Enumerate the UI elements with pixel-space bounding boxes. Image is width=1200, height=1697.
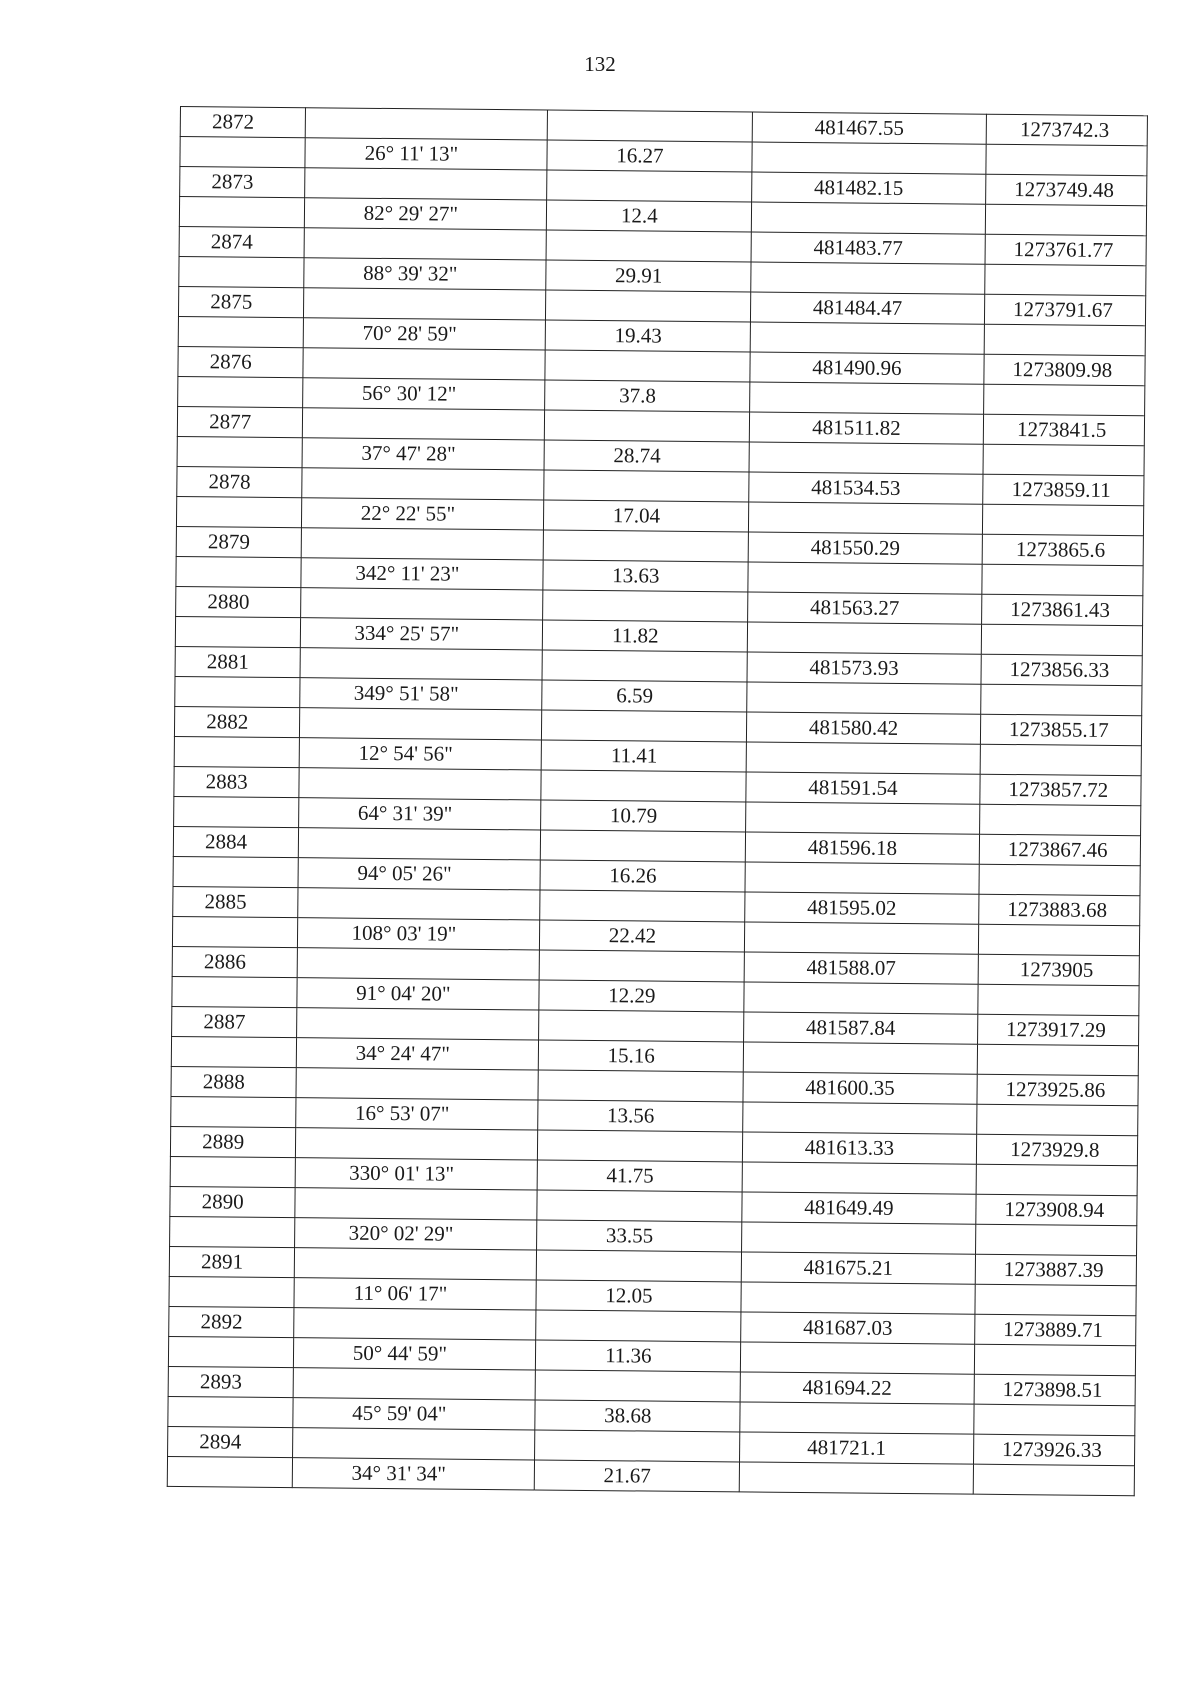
y-coordinate-cell: 1273865.6 xyxy=(982,534,1144,566)
bearing-cell xyxy=(293,1428,535,1460)
bearing-cell: 330° 01' 13" xyxy=(295,1158,537,1190)
x-coordinate-cell: 481595.02 xyxy=(745,892,979,924)
bearing-cell xyxy=(302,468,544,500)
y-coordinate-cell: 1273809.98 xyxy=(983,354,1145,386)
y-coordinate-cell xyxy=(978,924,1140,956)
point-number-cell: 2885 xyxy=(173,886,299,917)
x-coordinate-cell xyxy=(748,562,982,594)
x-coordinate-cell xyxy=(741,1282,975,1314)
point-number-cell xyxy=(168,1396,294,1427)
x-coordinate-cell xyxy=(744,1042,978,1074)
x-coordinate-cell xyxy=(749,502,983,534)
distance-cell: 37.8 xyxy=(545,380,750,412)
x-coordinate-cell xyxy=(745,862,979,894)
bearing-cell xyxy=(304,228,546,260)
x-coordinate-cell: 481563.27 xyxy=(748,592,982,624)
x-coordinate-cell: 481484.47 xyxy=(751,292,985,324)
bearing-cell xyxy=(296,1068,538,1100)
y-coordinate-cell xyxy=(984,264,1146,296)
distance-cell xyxy=(545,350,750,382)
x-coordinate-cell: 481600.35 xyxy=(743,1072,977,1104)
distance-cell xyxy=(546,230,751,262)
point-number-cell xyxy=(175,676,301,707)
distance-cell: 22.42 xyxy=(540,920,745,952)
point-number-cell xyxy=(169,1276,295,1307)
distance-cell: 12.05 xyxy=(536,1280,741,1312)
y-coordinate-cell: 1273749.48 xyxy=(985,174,1147,206)
x-coordinate-cell: 481591.54 xyxy=(746,772,980,804)
point-number-cell: 2881 xyxy=(175,646,301,677)
x-coordinate-cell: 481596.18 xyxy=(746,832,980,864)
bearing-cell xyxy=(296,1128,538,1160)
distance-cell xyxy=(547,170,752,202)
bearing-cell xyxy=(301,588,543,620)
x-coordinate-cell xyxy=(752,142,986,174)
bearing-cell: 34° 24' 47" xyxy=(297,1038,539,1070)
bearing-cell: 334° 25' 57" xyxy=(301,618,543,650)
distance-cell: 28.74 xyxy=(544,440,749,472)
y-coordinate-cell: 1273859.11 xyxy=(982,474,1144,506)
y-coordinate-cell: 1273908.94 xyxy=(975,1194,1137,1226)
point-number-cell: 2893 xyxy=(168,1366,294,1397)
point-number-cell: 2878 xyxy=(177,466,303,497)
bearing-cell xyxy=(300,648,542,680)
bearing-cell xyxy=(305,168,547,200)
x-coordinate-cell: 481490.96 xyxy=(750,352,984,384)
x-coordinate-cell: 481649.49 xyxy=(742,1192,976,1224)
y-coordinate-cell: 1273841.5 xyxy=(983,414,1145,446)
point-number-cell xyxy=(172,976,298,1007)
bearing-cell xyxy=(297,1008,539,1040)
x-coordinate-cell xyxy=(743,1102,977,1134)
bearing-cell: 12° 54' 56" xyxy=(300,738,542,770)
y-coordinate-cell: 1273761.77 xyxy=(985,234,1147,266)
point-number-cell: 2886 xyxy=(172,946,298,977)
bearing-cell xyxy=(303,348,545,380)
point-number-cell xyxy=(175,616,301,647)
bearing-cell xyxy=(297,948,539,980)
point-number-cell: 2879 xyxy=(176,526,302,557)
point-number-cell: 2887 xyxy=(172,1006,298,1037)
bearing-cell xyxy=(303,408,545,440)
point-number-cell xyxy=(174,796,300,827)
y-coordinate-cell xyxy=(975,1224,1137,1256)
distance-cell: 15.16 xyxy=(539,1040,744,1072)
distance-cell: 17.04 xyxy=(544,500,749,532)
x-coordinate-cell: 481721.1 xyxy=(740,1432,974,1464)
x-coordinate-cell: 481482.15 xyxy=(752,172,986,204)
distance-cell: 13.56 xyxy=(538,1100,743,1132)
point-number-cell xyxy=(173,856,299,887)
point-number-cell xyxy=(174,736,300,767)
point-number-cell xyxy=(178,316,304,347)
x-coordinate-cell: 481675.21 xyxy=(742,1252,976,1284)
y-coordinate-cell xyxy=(974,1344,1136,1376)
x-coordinate-cell xyxy=(748,622,982,654)
y-coordinate-cell xyxy=(977,1044,1139,1076)
y-coordinate-cell xyxy=(976,1164,1138,1196)
bearing-cell xyxy=(299,768,541,800)
point-number-cell xyxy=(172,916,298,947)
distance-cell: 11.82 xyxy=(543,620,748,652)
distance-cell xyxy=(543,590,748,622)
y-coordinate-cell: 1273925.86 xyxy=(977,1074,1139,1106)
x-coordinate-cell xyxy=(746,742,980,774)
y-coordinate-cell xyxy=(975,1284,1137,1316)
bearing-cell xyxy=(300,708,542,740)
y-coordinate-cell xyxy=(980,684,1142,716)
point-number-cell xyxy=(170,1156,296,1187)
point-number-cell: 2873 xyxy=(180,167,306,198)
distance-cell: 11.41 xyxy=(542,740,747,772)
point-number-cell xyxy=(180,137,306,168)
distance-cell xyxy=(535,1370,740,1402)
point-number-cell: 2876 xyxy=(178,346,304,377)
distance-cell xyxy=(539,1010,744,1042)
point-number-cell xyxy=(176,496,302,527)
x-coordinate-cell xyxy=(745,922,979,954)
distance-cell: 21.67 xyxy=(535,1460,740,1492)
x-coordinate-cell xyxy=(751,262,985,294)
y-coordinate-cell: 1273905 xyxy=(978,954,1140,986)
distance-cell xyxy=(536,1310,741,1342)
y-coordinate-cell xyxy=(979,804,1141,836)
distance-cell xyxy=(540,890,745,922)
x-coordinate-cell: 481687.03 xyxy=(741,1312,975,1344)
bearing-cell: 64° 31' 39" xyxy=(299,798,541,830)
x-coordinate-cell xyxy=(750,382,984,414)
point-number-cell: 2888 xyxy=(171,1066,297,1097)
point-number-cell: 2883 xyxy=(174,766,300,797)
distance-cell xyxy=(535,1430,740,1462)
y-coordinate-cell xyxy=(984,324,1146,356)
coordinates-table-body xyxy=(167,107,1147,1496)
x-coordinate-cell xyxy=(752,202,986,234)
point-number-cell: 2889 xyxy=(170,1126,296,1157)
point-number-cell: 2874 xyxy=(179,226,305,257)
y-coordinate-cell: 1273926.33 xyxy=(973,1434,1135,1466)
point-number-cell xyxy=(179,256,305,287)
bearing-cell: 11° 06' 17" xyxy=(294,1278,536,1310)
distance-cell: 10.79 xyxy=(541,800,746,832)
bearing-cell: 70° 28' 59" xyxy=(304,318,546,350)
point-number-cell: 2872 xyxy=(180,107,306,138)
y-coordinate-cell: 1273855.17 xyxy=(980,714,1142,746)
bearing-cell: 56° 30' 12" xyxy=(303,378,545,410)
bearing-cell: 342° 11' 23" xyxy=(301,558,543,590)
page-number: 132 xyxy=(584,52,616,76)
x-coordinate-cell: 481483.77 xyxy=(751,232,985,264)
y-coordinate-cell xyxy=(983,384,1145,416)
y-coordinate-cell xyxy=(985,204,1147,236)
y-coordinate-cell xyxy=(979,864,1141,896)
x-coordinate-cell xyxy=(744,982,978,1014)
point-number-cell xyxy=(179,197,305,228)
y-coordinate-cell: 1273856.33 xyxy=(981,654,1143,686)
x-coordinate-cell: 481694.22 xyxy=(740,1372,974,1404)
x-coordinate-cell: 481550.29 xyxy=(748,532,982,564)
bearing-cell: 82° 29' 27" xyxy=(305,198,547,230)
bearing-cell xyxy=(302,528,544,560)
y-coordinate-cell xyxy=(982,504,1144,536)
bearing-cell: 16° 53' 07" xyxy=(296,1098,538,1130)
y-coordinate-cell xyxy=(983,444,1145,476)
bearing-cell: 320° 02' 29" xyxy=(295,1218,537,1250)
distance-cell xyxy=(544,530,749,562)
point-number-cell xyxy=(171,1036,297,1067)
y-coordinate-cell xyxy=(980,744,1142,776)
distance-cell xyxy=(546,290,751,322)
y-coordinate-cell: 1273857.72 xyxy=(979,774,1141,806)
point-number-cell xyxy=(167,1456,293,1487)
point-number-cell: 2875 xyxy=(178,286,304,317)
y-coordinate-cell: 1273889.71 xyxy=(974,1314,1136,1346)
x-coordinate-cell xyxy=(750,322,984,354)
distance-cell: 12.29 xyxy=(539,980,744,1012)
bearing-cell: 50° 44' 59" xyxy=(294,1338,536,1370)
distance-cell xyxy=(538,1130,743,1162)
distance-cell xyxy=(537,1250,742,1282)
x-coordinate-cell: 481580.42 xyxy=(747,712,981,744)
distance-cell: 38.68 xyxy=(535,1400,740,1432)
distance-cell: 29.91 xyxy=(546,260,751,292)
x-coordinate-cell: 481467.55 xyxy=(753,112,987,144)
x-coordinate-cell xyxy=(740,1402,974,1434)
x-coordinate-cell xyxy=(741,1342,975,1374)
point-number-cell: 2892 xyxy=(169,1306,295,1337)
x-coordinate-cell: 481588.07 xyxy=(744,952,978,984)
y-coordinate-cell: 1273867.46 xyxy=(979,834,1141,866)
x-coordinate-cell xyxy=(740,1462,974,1494)
bearing-cell: 22° 22' 55" xyxy=(302,498,544,530)
y-coordinate-cell: 1273791.67 xyxy=(984,294,1146,326)
y-coordinate-cell: 1273898.51 xyxy=(974,1374,1136,1406)
point-number-cell: 2884 xyxy=(173,826,299,857)
bearing-cell xyxy=(294,1308,536,1340)
y-coordinate-cell xyxy=(981,624,1143,656)
y-coordinate-cell xyxy=(977,984,1139,1016)
distance-cell: 6.59 xyxy=(542,680,747,712)
distance-cell: 12.4 xyxy=(547,200,752,232)
point-number-cell: 2882 xyxy=(174,706,300,737)
y-coordinate-cell: 1273861.43 xyxy=(981,594,1143,626)
point-number-cell xyxy=(177,436,303,467)
bearing-cell xyxy=(299,828,541,860)
x-coordinate-cell xyxy=(749,442,983,474)
y-coordinate-cell: 1273883.68 xyxy=(978,894,1140,926)
point-number-cell: 2891 xyxy=(169,1246,295,1277)
bearing-cell: 37° 47' 28" xyxy=(302,438,544,470)
bearing-cell: 45° 59' 04" xyxy=(293,1398,535,1430)
y-coordinate-cell xyxy=(986,144,1148,176)
y-coordinate-cell xyxy=(981,564,1143,596)
distance-cell xyxy=(537,1190,742,1222)
bearing-cell: 108° 03' 19" xyxy=(298,918,540,950)
distance-cell: 16.26 xyxy=(540,860,745,892)
bearing-cell: 34° 31' 34" xyxy=(293,1458,535,1490)
point-number-cell: 2890 xyxy=(170,1186,296,1217)
bearing-cell xyxy=(304,288,546,320)
distance-cell xyxy=(548,110,753,142)
distance-cell: 33.55 xyxy=(537,1220,742,1252)
y-coordinate-cell xyxy=(976,1104,1138,1136)
bearing-cell: 91° 04' 20" xyxy=(297,978,539,1010)
y-coordinate-cell: 1273917.29 xyxy=(977,1014,1139,1046)
distance-cell xyxy=(545,410,750,442)
x-coordinate-cell: 481534.53 xyxy=(749,472,983,504)
point-number-cell: 2880 xyxy=(176,586,302,617)
bearing-cell: 88° 39' 32" xyxy=(304,258,546,290)
x-coordinate-cell: 481511.82 xyxy=(750,412,984,444)
bearing-cell xyxy=(293,1368,535,1400)
point-number-cell xyxy=(171,1096,297,1127)
y-coordinate-cell xyxy=(973,1464,1135,1496)
bearing-cell: 94° 05' 26" xyxy=(298,858,540,890)
point-number-cell: 2894 xyxy=(168,1426,294,1457)
distance-cell xyxy=(538,1070,743,1102)
bearing-cell: 349° 51' 58" xyxy=(300,678,542,710)
distance-cell: 41.75 xyxy=(537,1160,742,1192)
x-coordinate-cell: 481613.33 xyxy=(743,1132,977,1164)
point-number-cell xyxy=(170,1216,296,1247)
x-coordinate-cell xyxy=(747,682,981,714)
point-number-cell xyxy=(168,1336,294,1367)
y-coordinate-cell xyxy=(973,1404,1135,1436)
point-number-cell xyxy=(178,376,304,407)
distance-cell xyxy=(541,770,746,802)
y-coordinate-cell: 1273742.3 xyxy=(986,114,1148,146)
bearing-cell: 26° 11' 13" xyxy=(305,138,547,170)
distance-cell xyxy=(541,830,746,862)
distance-cell: 16.27 xyxy=(547,140,752,172)
distance-cell: 19.43 xyxy=(546,320,751,352)
distance-cell xyxy=(540,950,745,982)
distance-cell xyxy=(542,710,747,742)
bearing-cell xyxy=(295,1248,537,1280)
point-number-cell xyxy=(176,556,302,587)
distance-cell: 13.63 xyxy=(543,560,748,592)
distance-cell xyxy=(544,470,749,502)
distance-cell xyxy=(542,650,747,682)
point-number-cell: 2877 xyxy=(177,406,303,437)
bearing-cell xyxy=(295,1188,537,1220)
x-coordinate-cell: 481587.84 xyxy=(744,1012,978,1044)
y-coordinate-cell: 1273929.8 xyxy=(976,1134,1138,1166)
x-coordinate-cell xyxy=(746,802,980,834)
x-coordinate-cell xyxy=(742,1162,976,1194)
x-coordinate-cell: 481573.93 xyxy=(747,652,981,684)
coordinates-table xyxy=(167,106,1148,1496)
x-coordinate-cell xyxy=(742,1222,976,1254)
bearing-cell xyxy=(298,888,540,920)
y-coordinate-cell: 1273887.39 xyxy=(975,1254,1137,1286)
bearing-cell xyxy=(306,108,548,140)
distance-cell: 11.36 xyxy=(536,1340,741,1372)
